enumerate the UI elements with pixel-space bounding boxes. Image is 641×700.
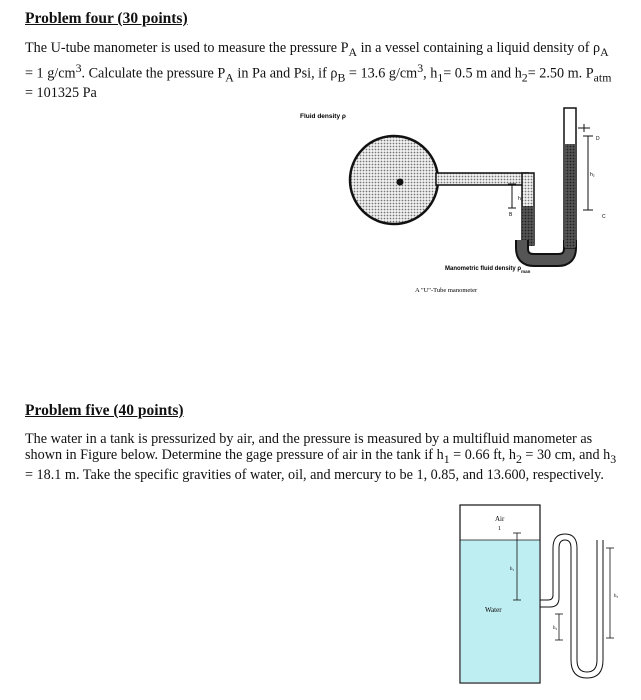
h3-label: h₃ xyxy=(614,594,619,599)
water-label: Water xyxy=(485,606,502,614)
problem-five-text: The water in a tank is pressurized by air, and the pressure is measured by a multifluid manometer as shown in Figure below. Determine the gage pressure of air in the tank if $h_1 = 0.66$ ft, $h_2 = 30$ cm, and $h_3 = 18.1$ m. Take the specific gravities of water, oil, and mercury to be 1, 0.85, and 13.600, respectively. xyxy=(25,431,617,483)
figure-caption: A "U"-Tube manometer xyxy=(415,287,478,294)
label-b: B xyxy=(509,212,513,218)
air-point-number: 1 xyxy=(498,526,501,532)
h1-label: h₁ xyxy=(510,567,515,572)
problem-four-heading: Problem four (30 points) xyxy=(25,10,188,27)
u-tube-manometer-figure xyxy=(290,100,620,300)
manometer-tube-inner xyxy=(553,534,597,672)
manometric-fluid-label: Manometric fluid density $\rho_{man}$ xyxy=(445,266,531,274)
label-d: D xyxy=(596,136,600,142)
label-c: C xyxy=(602,214,606,220)
problem-five-heading: Problem five (40 points) xyxy=(25,402,184,419)
fluid-density-label: Fluid density ρ xyxy=(300,113,346,120)
u-tube-right-leg-manometric xyxy=(565,144,575,248)
connecting-pipe xyxy=(436,173,528,185)
h2-label: h₂ xyxy=(553,626,558,631)
multifluid-manometer-figure xyxy=(455,500,630,695)
manometer-tube-outer xyxy=(559,540,603,678)
h1-label: h₁ xyxy=(518,196,523,202)
problem-four-text: The U-tube manometer is used to measure the pressure $P_A$ in a vessel containing a liquid density of $\rho_A = 1$ $g/cm^3$. Calculate the pressure $P_A$ in Pa and Psi, if $\rho_B = 13.6$ $g/cm^3$, $h_1= 0.5$ m and $h_2= 2.50$ m. $P_{atm} = 101325$ Pa xyxy=(25,40,612,102)
vessel-circle xyxy=(350,136,438,224)
vessel-center-point xyxy=(397,179,404,186)
air-label: Air xyxy=(495,515,505,523)
h2-label: h₂ xyxy=(590,172,595,178)
